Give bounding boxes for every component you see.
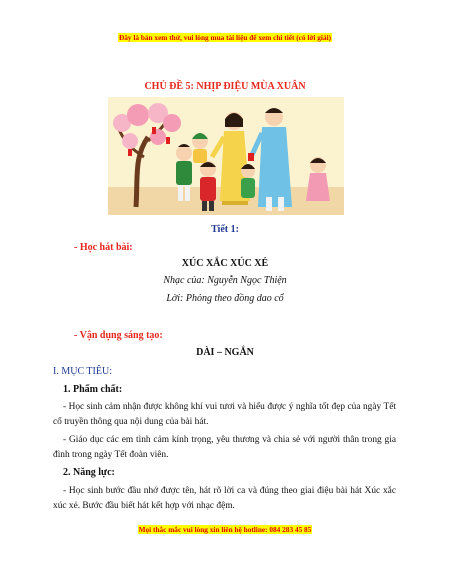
ability-item-1: - Học sinh bước đầu nhớ được tên, hát rõ lời ca và đúng theo giai điệu bài hát Xúc xắc xúc xẻ. Bước đầu biết hát kết hợp với nhạc đệm. <box>53 486 396 511</box>
child-icon <box>241 164 255 198</box>
top-notice-text: Đây là bản xem thử, vui lòng mua tài liệu để xem chi tiết (có lời giải) <box>118 33 332 42</box>
lyrics-credit: Lời: Phỏng theo đồng dao cổ <box>166 293 284 304</box>
topic-title: CHỦ ĐỀ 5: NHỊP ĐIỆU MÙA XUÂN <box>144 81 306 92</box>
hotline-notice-text: Mọi thắc mắc vui lòng xin liên hệ hotline: 084 283 45 85 <box>138 525 312 534</box>
song-title: XÚC XẮC XÚC XẺ <box>181 258 269 269</box>
section-creative-apply: - Vận dụng sáng tạo: <box>74 330 163 341</box>
spring-family-illustration <box>108 97 344 215</box>
quality-heading: 1. Phẩm chất: <box>63 384 123 395</box>
objectives-heading: I. MỤC TIÊU: <box>53 366 112 377</box>
lesson-label: Tiết 1: <box>211 224 239 235</box>
section-learn-song: - Học hát bài: <box>74 242 133 253</box>
music-credit: Nhạc của: Nguyễn Ngọc Thiện <box>163 275 287 286</box>
ability-heading: 2. Năng lực: <box>63 467 115 478</box>
quality-item-2: - Giáo dục các em tình cảm kính trọng, yêu thương và chia sẻ với người thân trong gia đình trong ngày Tết đoàn viên. <box>53 435 396 460</box>
apply-title: DÀI – NGẮN <box>196 347 254 358</box>
top-notice <box>0 27 450 45</box>
bottom-notice <box>0 519 450 537</box>
quality-item-1: - Học sinh cảm nhận được không khí vui tươi và hiểu được ý nghĩa tốt đẹp của ngày Tết cổ truyền thông qua nội dung của bài hát. <box>53 402 396 427</box>
